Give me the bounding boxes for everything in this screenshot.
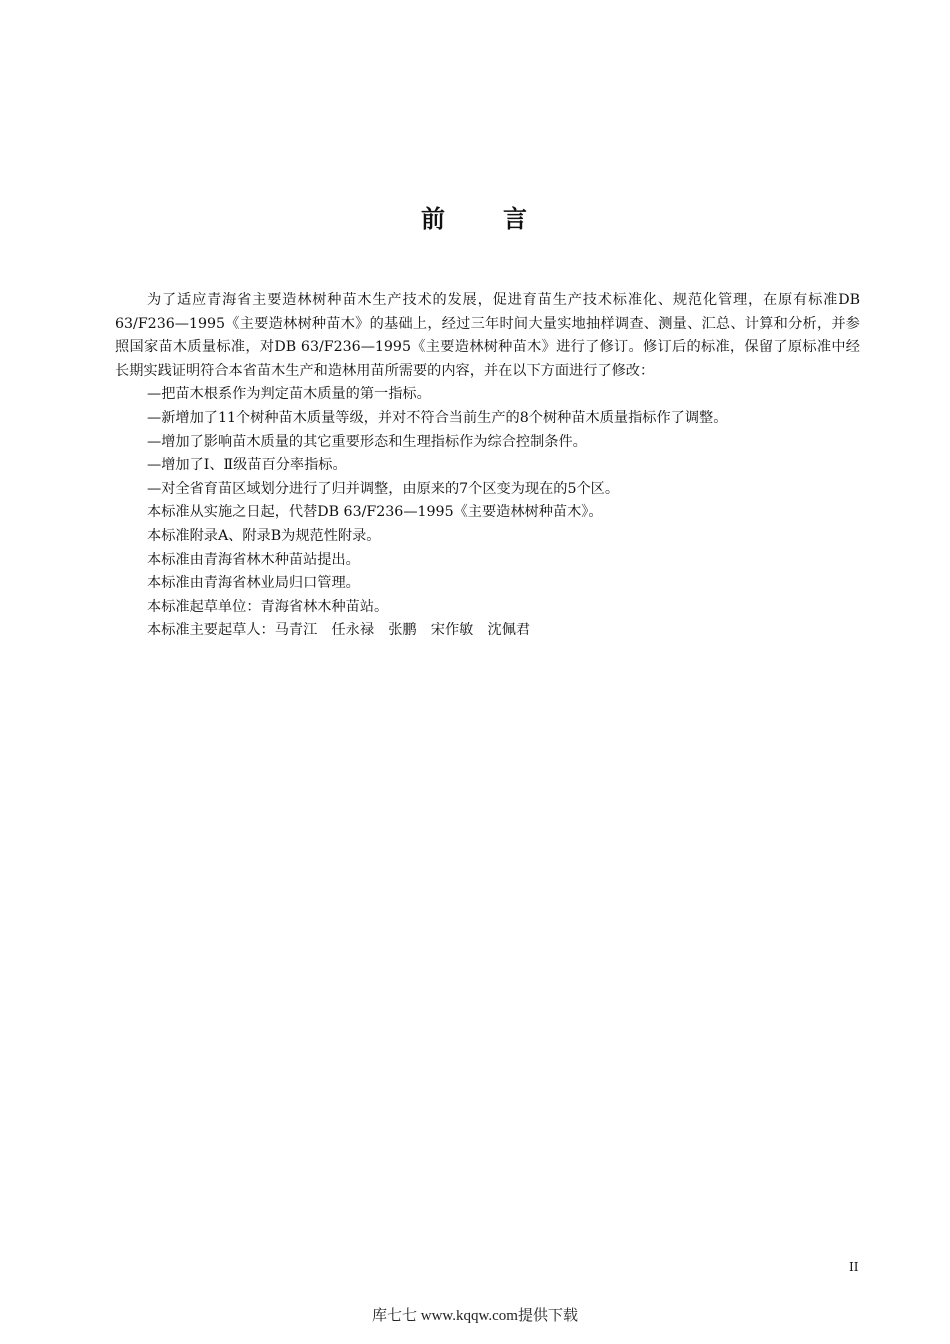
statement-replaces: 本标准从实施之日起，代替DB 63/F236—1995《主要造林树种苗木》。 [147,504,603,521]
page-number: II [849,1260,859,1274]
statement-drafters: 本标准主要起草人：马青江 任永禄 张鹏 宋作敏 沈佩君 [147,622,531,639]
statement-drafting-unit: 本标准起草单位：青海省林木种苗站。 [147,598,389,615]
statement-appendices: 本标准附录A、附录B为规范性附录。 [147,527,381,544]
page-title-char-2: 言 [503,204,529,233]
intro-paragraph: 为了适应青海省主要造林树种苗木生产技术的发展，促进育苗生产技术标准化、规范化管理，在原有标准DB 63/F236—1995《主要造林树种苗木》的基础上，经过三年时间大量实地抽样调查、测量、汇总、计算和分析，并参照国家苗木质量标准，对DB 63/F236—1995《主要造林树种苗木》进行了修订。修订后的标准，保留了原标准中经长期实践证明符合本省苗木生产和造林用苗所需要的内容，并在以下方面进行了修改： [115,292,860,379]
change-item: —把苗木根系作为判定苗木质量的第一指标。 [147,386,431,403]
statement-management: 本标准由青海省林业局归口管理。 [147,575,360,592]
statements-list [115,501,860,643]
footer-credit: 库七七 www.kqqw.com提供下载 [372,1308,578,1324]
page-title [0,203,950,235]
change-item: —增加了Ⅰ、Ⅱ级苗百分率指标。 [147,457,347,474]
change-item: —新增加了11个树种苗木质量等级，并对不符合当前生产的8个树种苗木质量指标作了调整。 [147,409,728,426]
change-item: —对全省育苗区域划分进行了归并调整，由原来的7个区变为现在的5个区。 [147,480,620,497]
foreword-body [115,289,860,643]
changes-list [115,383,860,501]
page-title-char-1: 前 [421,204,447,233]
change-item: —增加了影响苗木质量的其它重要形态和生理指标作为综合控制条件。 [147,433,587,450]
statement-proposer: 本标准由青海省林木种苗站提出。 [147,551,360,568]
